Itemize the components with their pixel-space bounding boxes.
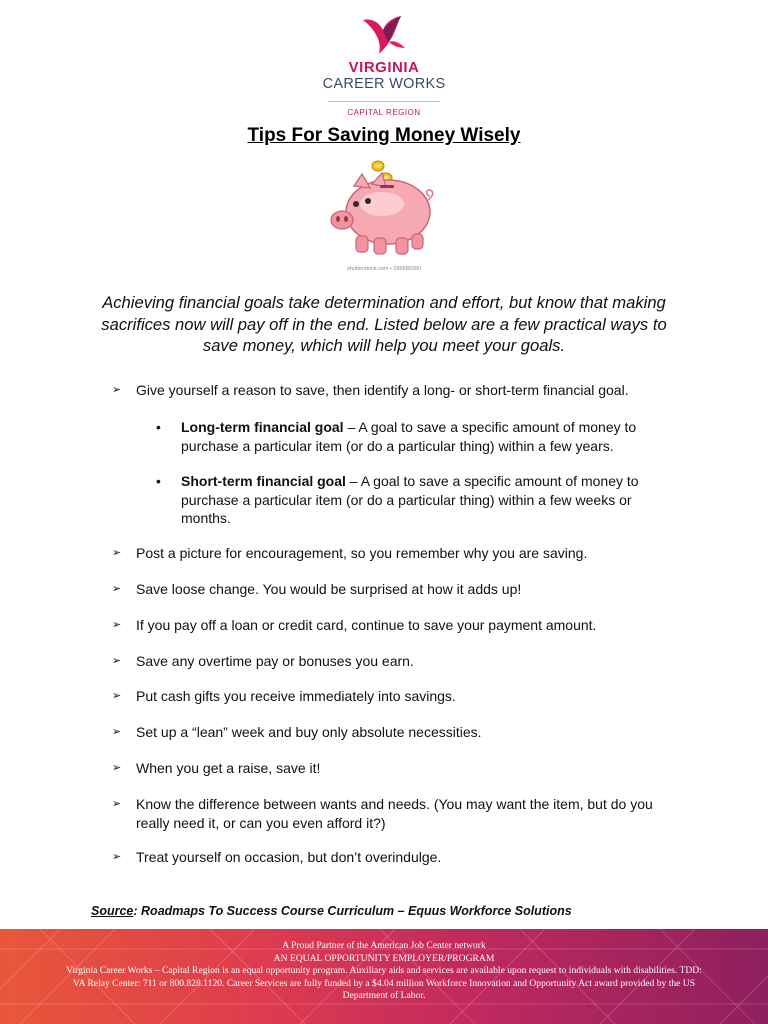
logo-line-2: CAREER WORKS: [322, 76, 446, 92]
goal-desc: – A goal to save a specific amount of money to purchase a particular item (or do a particular thing) within a few weeks or months.: [181, 473, 639, 526]
source-label: Source: [91, 904, 134, 918]
arrow-bullet-icon: ➢: [112, 851, 122, 863]
goal-term: Short-term financial goal: [181, 473, 346, 489]
arrow-bullet-icon: ➢: [112, 619, 122, 631]
source-text: : Roadmaps To Success Course Curriculum – Equus Workforce Solutions: [133, 904, 572, 918]
bullet-icon: •: [156, 419, 161, 435]
source-citation: [91, 904, 691, 918]
goal-desc: – A goal to save a specific amount of money to purchase a particular item (or do a particular thing) within a few years.: [181, 419, 637, 454]
arrow-bullet-icon: ➢: [112, 655, 122, 667]
arrow-bullet-icon: ➢: [112, 583, 122, 595]
footer-line-2: AN EQUAL OPPORTUNITY EMPLOYER/PROGRAM: [273, 952, 495, 964]
bullet-icon: •: [156, 473, 161, 489]
arrow-bullet-icon: ➢: [112, 798, 122, 810]
image-credit: shutterstock.com • 289589390: [346, 266, 422, 272]
arrow-bullet-icon: ➢: [112, 726, 122, 738]
arrow-bullet-icon: ➢: [112, 762, 122, 774]
piggy-bank-icon: [326, 156, 438, 274]
logo-divider: [328, 101, 440, 102]
footer-line-3: Virginia Career Works – Capital Region is an equal opportunity program. Auxiliary aids and services are available upon request to individuals with disabilities. TDD: VA Relay Center: 711 or 800.828.1120. Career Services are fully funded by a $4.04 million Workforce Innovation and Opportunity Act award provided by the US Department of Labor.: [66, 965, 702, 1002]
logo-line-1: VIRGINIA: [348, 59, 420, 76]
logo: [0, 14, 768, 117]
footer-text: [60, 940, 708, 1003]
intro-paragraph: Achieving financial goals take determination and effort, but know that making sacrifices now will pay off in the end. Listed below are a few practical ways to save money, which will help you meet your goals.: [101, 293, 667, 355]
logo-region: CAPITAL REGION: [347, 108, 421, 117]
footer-line-1: A Proud Partner of the American Job Center network: [282, 940, 486, 951]
arrow-bullet-icon: ➢: [112, 547, 122, 559]
arrow-bullet-icon: ➢: [112, 384, 122, 396]
arrow-bullet-icon: ➢: [112, 690, 122, 702]
footer-banner: [0, 929, 768, 1024]
goal-term: Long-term financial goal: [181, 419, 344, 435]
bird-logo-icon: [361, 14, 407, 58]
page-title: Tips For Saving Money Wisely: [247, 125, 521, 146]
